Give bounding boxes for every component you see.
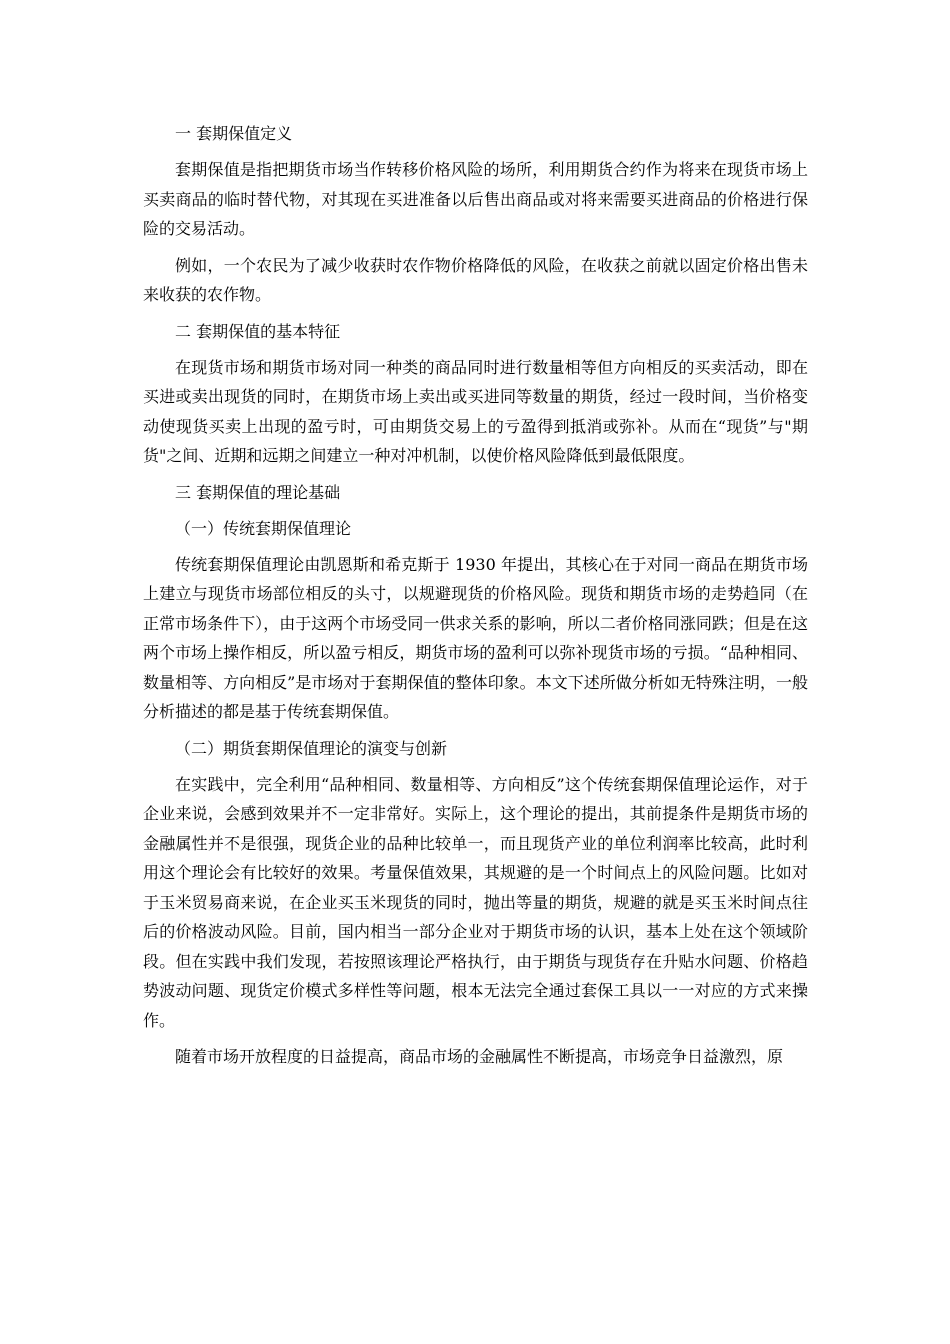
body-paragraph: 套期保值是指把期货市场当作转移价格风险的场所，利用期货合约作为将来在现货市场上买卖商品的临时替代物，对其现在买进准备以后售出商品或对将来需要买进商品的价格进行保险的交易活动。 (143, 160, 808, 238)
subsection-heading: （一）传统套期保值理论 (175, 518, 352, 538)
body-paragraph: 在实践中，完全利用“品种相同、数量相等、方向相反”这个传统套期保值理论运作，对于企业来说，会感到效果并不一定非常好。实际上，这个理论的提出，其前提条件是期货市场的金融属性并不是很强，现货企业的品种比较单一，而且现货产业的单位利润率比较高，此时利用这个理论会有比较好的效果。考量保值效果，其规避的是一个时间点上的风险问题。比如对于玉米贸易商来说，在企业买玉米现货的同时，抛出等量的期货，规避的就是买玉米时间点往后的价格波动风险。目前，国内相当一部分企业对于期货市场的认识，基本上处在这个领域阶段。但在实践中我们发现，若按照该理论严格执行，由于期货与现货存在升贴水问题、价格趋势波动问题、现货定价模式多样性等问题，根本无法完全通过套保工具以一一对应的方式来操作。 (143, 774, 808, 1030)
body-paragraph: 在现货市场和期货市场对同一种类的商品同时进行数量相等但方向相反的买卖活动，即在买进或卖出现货的同时，在期货市场上卖出或买进同等数量的期货，经过一段时间，当价格变动使现货买卖上出现的盈亏时，可由期货交易上的亏盈得到抵消或弥补。从而在“现货”与"期货"之间、近期和远期之间建立一种对冲机制，以使价格风险降低到最低限度。 (143, 357, 808, 465)
section-heading: 二 套期保值的基本特征 (175, 321, 341, 341)
subsection-heading: （二）期货套期保值理论的演变与创新 (175, 738, 448, 758)
body-paragraph: 随着市场开放程度的日益提高，商品市场的金融属性不断提高，市场竞争日益激烈，原 (175, 1047, 784, 1066)
section-heading: 三 套期保值的理论基础 (175, 482, 341, 502)
body-paragraph: 例如，一个农民为了减少收获时农作物价格降低的风险，在收获之前就以固定价格出售未来收获的农作物。 (143, 255, 808, 304)
body-paragraph: 传统套期保值理论由凯恩斯和希克斯于 1930 年提出，其核心在于对同一商品在期货市场上建立与现货市场部位相反的头寸，以规避现货的价格风险。现货和期货市场的走势趋同（在正常市场条件下），由于这两个市场受同一供求关系的影响，所以二者价格同涨同跌；但是在这两个市场上操作相反，所以盈亏相反，期货市场的盈利可以弥补现货市场的亏损。“品种相同、数量相等、方向相反”是市场对于套期保值的整体印象。本文下述所做分析如无特殊注明，一般分析描述的都是基于传统套期保值。 (143, 554, 808, 721)
section-heading: 一 套期保值定义 (175, 124, 293, 143)
document-body (143, 119, 808, 1079)
